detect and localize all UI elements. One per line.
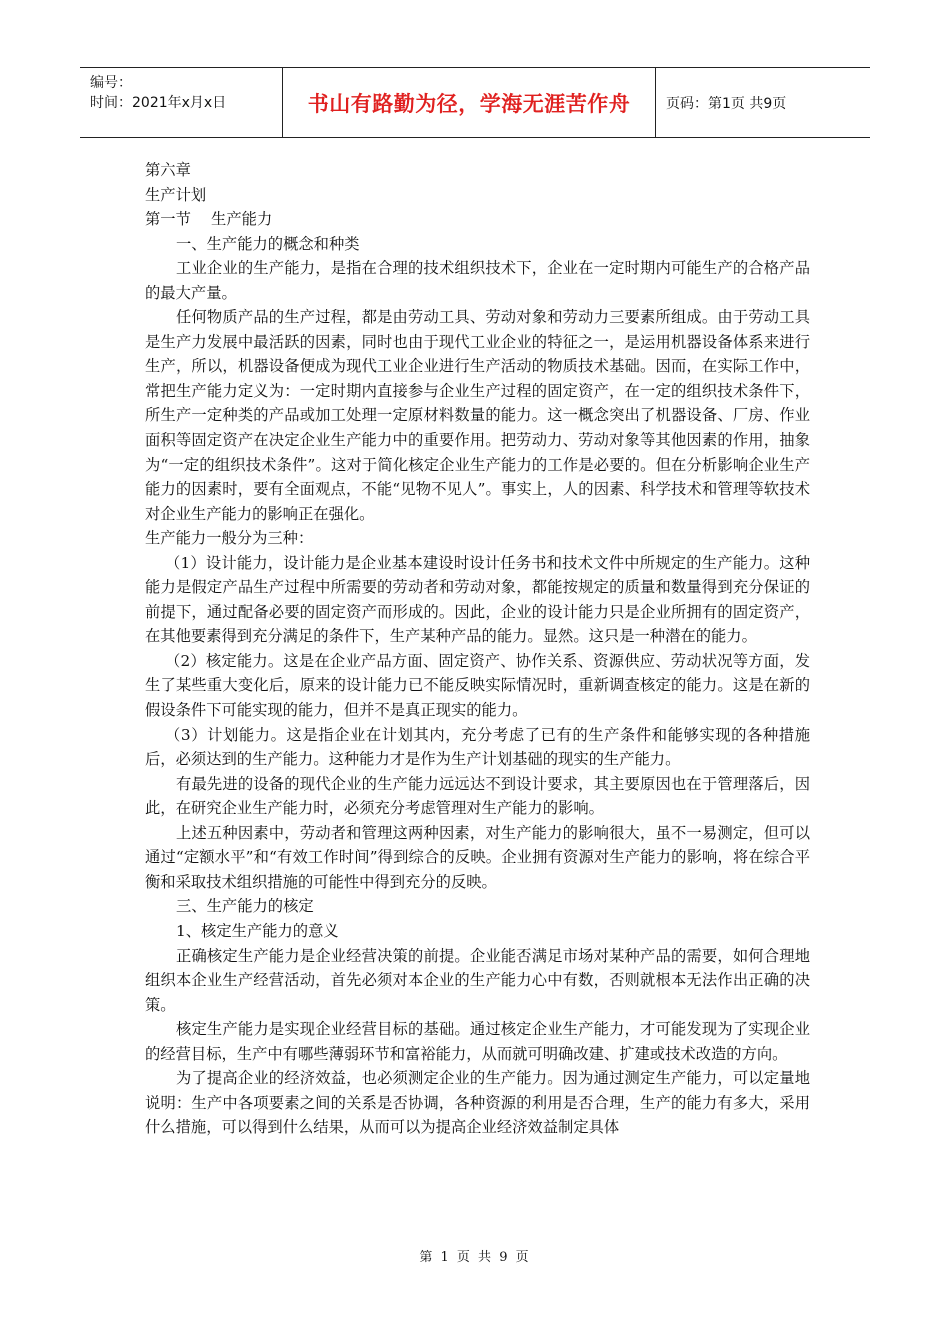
paragraph: （3）计划能力。这是指企业在计划其内，充分考虑了已有的生产条件和能够实现的各种措施后，必须达到的生产能力。这种能力才是作为生产计划基础的现实的生产能力。 bbox=[145, 725, 810, 769]
paragraph: 工业企业的生产能力，是指在合理的技术组织技术下，企业在一定时期内可能生产的合格产品的最大产量。 bbox=[145, 259, 810, 302]
header-meta bbox=[80, 68, 283, 137]
page-footer: 第 1 页 共 9 页 bbox=[419, 1250, 531, 1265]
paragraph: 为了提高企业的经济效益，也必须测定企业的生产能力。因为通过测定生产能力，可以定量地说明：生产中各项要素之间的关系是否协调，各种资源的利用是否合理，生产的能力有多大，采用什么措施，可以得到什么结果，从而可以为提高企业经济效益制定具体 bbox=[145, 1069, 810, 1137]
header-table bbox=[80, 67, 870, 138]
chapter-heading: 第六章 bbox=[145, 161, 191, 179]
paragraph: 正确核定生产能力是企业经营决策的前提。企业能否满足市场对某种产品的需要，如何合理地组织本企业生产经营活动，首先必须对本企业的生产能力心中有数，否则就根本无法作出正确的决策。 bbox=[145, 946, 810, 1014]
subsection-heading: 三、生产能力的核定 bbox=[176, 897, 314, 916]
paragraph: （2）核定能力。这是在企业产品方面、固定资产、协作关系、资源供应、劳动状况等方面，发生了某些重大变化后，原来的设计能力已不能反映实际情况时，重新调查核定的能力。这是在新的假设条件下可能实现的能力，但并不是真正现实的能力。 bbox=[145, 651, 810, 720]
section-heading: 第一节 生产能力 bbox=[145, 210, 273, 229]
number-label: 编号： bbox=[90, 75, 132, 91]
chapter-title: 生产计划 bbox=[145, 185, 207, 204]
paragraph: 生产能力一般分为三种： bbox=[145, 529, 314, 548]
document-body bbox=[145, 158, 810, 1140]
paragraph: （1）设计能力，设计能力是企业基本建设时设计任务书和技术文件中所规定的生产能力。这种能力是假定产品生产过程中所需要的劳动者和劳动对象，都能按规定的质量和数量得到充分保证的前提下，通过配备必要的固定资产而形成的。因此，企业的设计能力只是企业所拥有的固定资产，在其他要素得到充分满足的条件下，生产某种产品的能力。显然。这只是一种潜在的能力。 bbox=[145, 553, 810, 646]
subsection-heading: 1、核定生产能力的意义 bbox=[176, 921, 339, 940]
paragraph: 有最先进的设备的现代企业的生产能力远远达不到设计要求，其主要原因也在于管理落后，因此，在研究企业生产能力时，必须充分考虑管理对生产能力的影响。 bbox=[145, 774, 810, 818]
header-motto: 书山有路勤为径，学海无涯苦作舟 bbox=[283, 68, 656, 137]
paragraph: 上述五种因素中，劳动者和管理这两种因素，对生产能力的影响很大，虽不一易测定，但可以通过“定额水平”和“有效工作时间”得到综合的反映。企业拥有资源对生产能力的影响，将在综合平衡和采取技术组织措施的可能性中得到充分的反映。 bbox=[145, 823, 810, 891]
time-label: 时间：2021年x月x日 bbox=[90, 95, 227, 111]
paragraph: 任何物质产品的生产过程，都是由劳动工具、劳动对象和劳动力三要素所组成。由于劳动工具是生产力发展中最活跃的因素，同时也由于现代工业企业的特征之一，是运用机器设备体系来进行生产，所以，机器设备便成为现代工业企业进行生产活动的物质技术基础。因而，在实际工作中，常把生产能力定义为：一定时期内直接参与企业生产过程的固定资产，在一定的组织技术条件下，所生产一定种类的产品或加工处理一定原材料数量的能力。这一概念突出了机器设备、厂房、作业面积等固定资产在决定企业生产能力中的重要作用。把劳动力、劳动对象等其他因素的作用，抽象为“一定的组织技术条件”。这对于简化核定企业生产能力的工作是必要的。但在分析影响企业生产能力的因素时，要有全面观点，不能“见物不见人”。事实上，人的因素、科学技术和管理等软技术对企业生产能力的影响正在强化。 bbox=[145, 308, 810, 523]
paragraph: 核定生产能力是实现企业经营目标的基础。通过核定企业生产能力，才可能发现为了实现企业的经营目标，生产中有哪些薄弱环节和富裕能力，从而就可明确改建、扩建或技术改造的方向。 bbox=[145, 1020, 810, 1063]
header-page-label: 页码：第1页 共9页 bbox=[666, 95, 787, 112]
subsection-heading: 一、生产能力的概念和种类 bbox=[176, 234, 360, 253]
